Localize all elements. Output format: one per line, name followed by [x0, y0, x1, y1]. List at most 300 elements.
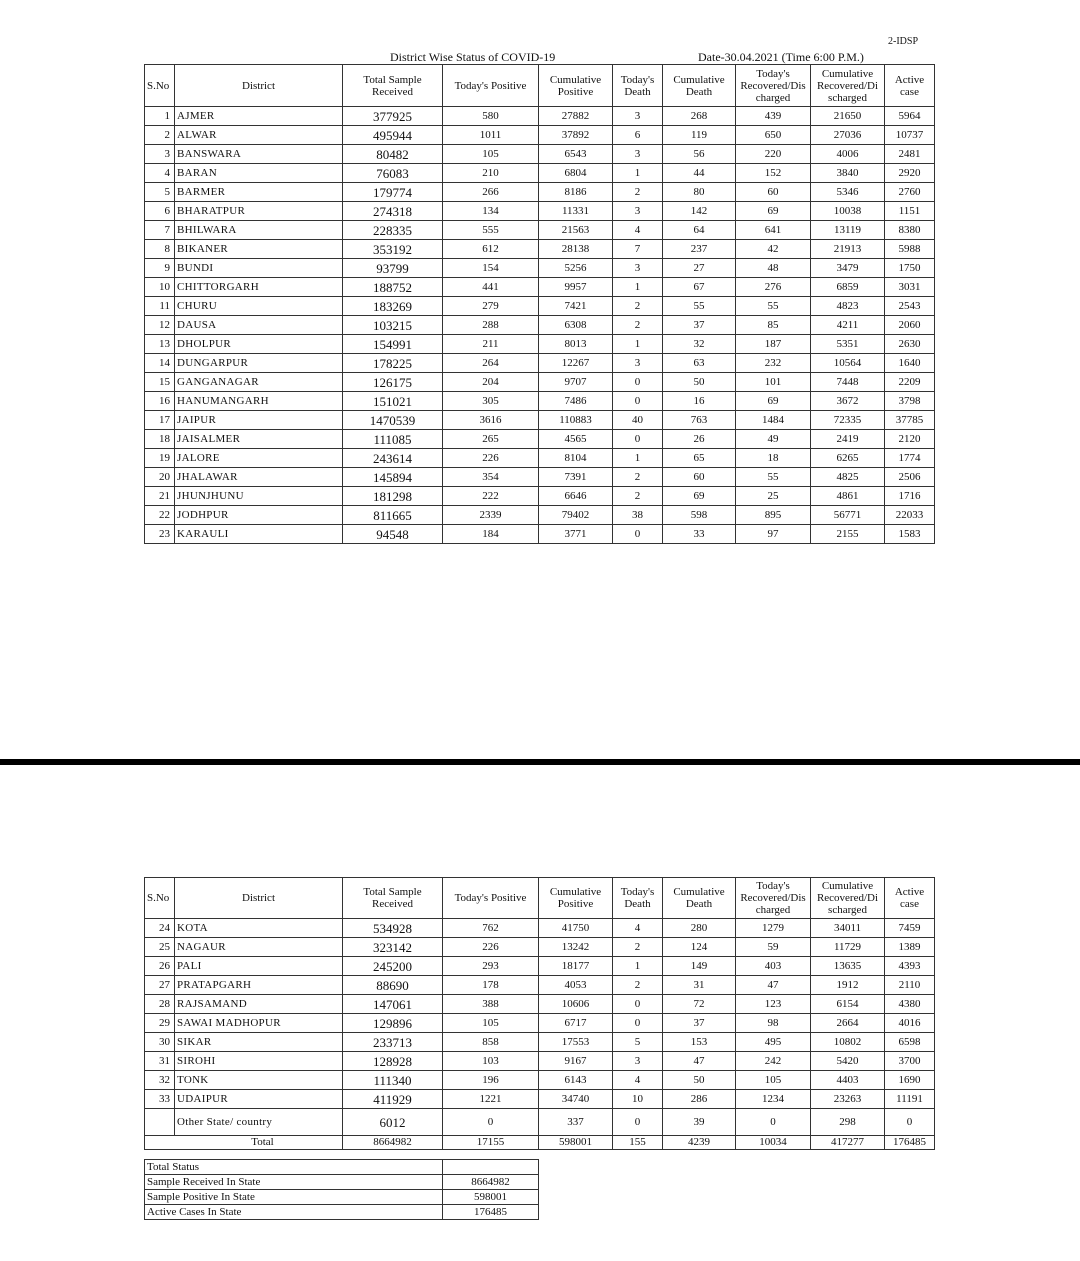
cell-sno: 8	[145, 240, 175, 259]
cell-cumulative-recovered: 4006	[811, 145, 885, 164]
cell-cumulative-recovered: 3672	[811, 392, 885, 411]
cell-cumulative-positive: 6143	[539, 1071, 613, 1090]
total-cumulative-recovered: 417277	[811, 1136, 885, 1150]
cell-district: BHILWARA	[175, 221, 343, 240]
cell-todays-recovered: 187	[736, 335, 811, 354]
total-cumulative-positive: 598001	[539, 1136, 613, 1150]
cell-cumulative-death: 65	[663, 449, 736, 468]
cell-total-sample: 94548	[343, 525, 443, 544]
cell-cumulative-positive: 5256	[539, 259, 613, 278]
cell-total-sample: 103215	[343, 316, 443, 335]
cell-todays-recovered: 98	[736, 1014, 811, 1033]
cell-cumulative-recovered: 10802	[811, 1033, 885, 1052]
table-row	[145, 487, 935, 506]
cell-total-sample: 181298	[343, 487, 443, 506]
cell-todays-death: 0	[613, 525, 663, 544]
cell-total-sample: 495944	[343, 126, 443, 145]
table-row	[145, 468, 935, 487]
cell-total-sample: 1470539	[343, 411, 443, 430]
cell-cumulative-positive: 6804	[539, 164, 613, 183]
cell-cumulative-death: 60	[663, 468, 736, 487]
cell-todays-positive: 226	[443, 449, 539, 468]
cell-cumulative-death: 149	[663, 957, 736, 976]
cell-todays-death: 7	[613, 240, 663, 259]
cell-district: DUNGARPUR	[175, 354, 343, 373]
cell-cumulative-recovered: 6859	[811, 278, 885, 297]
cell-total-sample: 151021	[343, 392, 443, 411]
cell-district: CHURU	[175, 297, 343, 316]
cell-todays-death: 1	[613, 278, 663, 297]
cell-district: JODHPUR	[175, 506, 343, 525]
status-label: Sample Positive In State	[145, 1190, 443, 1205]
cell-cumulative-death: 598	[663, 506, 736, 525]
cell-active-case: 37785	[885, 411, 935, 430]
total-todays-recovered: 10034	[736, 1136, 811, 1150]
cell-cumulative-positive: 6543	[539, 145, 613, 164]
table-row	[145, 449, 935, 468]
cell-sno: 14	[145, 354, 175, 373]
cell-todays-positive: 858	[443, 1033, 539, 1052]
cell-cumulative-death: 56	[663, 145, 736, 164]
cell-active-case: 6598	[885, 1033, 935, 1052]
status-value: 598001	[443, 1190, 539, 1205]
cell-total-sample: 145894	[343, 468, 443, 487]
cell-cumulative-positive: 11331	[539, 202, 613, 221]
cell-district: BUNDI	[175, 259, 343, 278]
col-cumulative-death: Cumulative Death	[663, 878, 736, 919]
cell-todays-death: 2	[613, 183, 663, 202]
cell-cumulative-death: 268	[663, 107, 736, 126]
cell-todays-death: 2	[613, 297, 663, 316]
cell-active-case: 1389	[885, 938, 935, 957]
cell-district: CHITTORGARH	[175, 278, 343, 297]
cell-total-sample: 179774	[343, 183, 443, 202]
col-district: District	[175, 878, 343, 919]
cell-total-sample: 93799	[343, 259, 443, 278]
report-date: Date-30.04.2021 (Time 6:00 P.M.)	[698, 50, 864, 64]
cell-sno: 11	[145, 297, 175, 316]
cell-todays-recovered: 25	[736, 487, 811, 506]
status-value: 176485	[443, 1205, 539, 1220]
cell-todays-positive: 279	[443, 297, 539, 316]
cell-cumulative-death: 39	[663, 1109, 736, 1136]
cell-active-case: 11191	[885, 1090, 935, 1109]
table-row	[145, 938, 935, 957]
cell-active-case: 1774	[885, 449, 935, 468]
table-row	[145, 107, 935, 126]
cell-cumulative-recovered: 5346	[811, 183, 885, 202]
cell-cumulative-recovered: 23263	[811, 1090, 885, 1109]
cell-sno: 28	[145, 995, 175, 1014]
cell-district: NAGAUR	[175, 938, 343, 957]
cell-active-case: 4016	[885, 1014, 935, 1033]
cell-total-sample: 811665	[343, 506, 443, 525]
cell-active-case: 4393	[885, 957, 935, 976]
cell-todays-recovered: 48	[736, 259, 811, 278]
cell-cumulative-positive: 337	[539, 1109, 613, 1136]
page-code: 2-IDSP	[888, 36, 919, 47]
cell-todays-recovered: 69	[736, 392, 811, 411]
total-status-table	[144, 1159, 539, 1220]
col-todays-recovered: Today's Recovered/Dis charged	[736, 65, 811, 107]
cell-cumulative-recovered: 7448	[811, 373, 885, 392]
table-row	[145, 335, 935, 354]
cell-todays-positive: 105	[443, 145, 539, 164]
cell-total-sample: 111340	[343, 1071, 443, 1090]
cell-cumulative-death: 286	[663, 1090, 736, 1109]
cell-total-sample: 88690	[343, 976, 443, 995]
cell-sno: 9	[145, 259, 175, 278]
table-header-row	[145, 878, 935, 919]
cell-cumulative-recovered: 3479	[811, 259, 885, 278]
cell-todays-recovered: 1279	[736, 919, 811, 938]
cell-cumulative-positive: 34740	[539, 1090, 613, 1109]
table-row	[145, 354, 935, 373]
cell-active-case: 2630	[885, 335, 935, 354]
table-row	[145, 411, 935, 430]
cell-cumulative-death: 80	[663, 183, 736, 202]
cell-total-sample: 183269	[343, 297, 443, 316]
cell-active-case: 2060	[885, 316, 935, 335]
cell-todays-death: 0	[613, 995, 663, 1014]
cell-todays-recovered: 232	[736, 354, 811, 373]
page-divider	[0, 759, 1080, 765]
col-sno: S.No	[145, 65, 175, 107]
cell-sno: 1	[145, 107, 175, 126]
cell-district: DHOLPUR	[175, 335, 343, 354]
cell-todays-death: 0	[613, 392, 663, 411]
cell-todays-positive: 134	[443, 202, 539, 221]
cell-district: JAIPUR	[175, 411, 343, 430]
cell-cumulative-death: 50	[663, 373, 736, 392]
col-todays-positive: Today's Positive	[443, 878, 539, 919]
status-label: Active Cases In State	[145, 1205, 443, 1220]
cell-district: BHARATPUR	[175, 202, 343, 221]
cell-cumulative-recovered: 4823	[811, 297, 885, 316]
cell-cumulative-recovered: 4403	[811, 1071, 885, 1090]
cell-district: TONK	[175, 1071, 343, 1090]
cell-cumulative-death: 27	[663, 259, 736, 278]
cell-cumulative-death: 763	[663, 411, 736, 430]
cell-active-case: 2920	[885, 164, 935, 183]
cell-cumulative-recovered: 6265	[811, 449, 885, 468]
cell-sno: 22	[145, 506, 175, 525]
cell-cumulative-death: 237	[663, 240, 736, 259]
cell-sno: 31	[145, 1052, 175, 1071]
district-status-table-part2	[144, 877, 935, 1150]
cell-todays-positive: 265	[443, 430, 539, 449]
col-cumulative-positive: Cumulative Positive	[539, 65, 613, 107]
cell-cumulative-positive: 4565	[539, 430, 613, 449]
cell-active-case: 8380	[885, 221, 935, 240]
cell-todays-recovered: 97	[736, 525, 811, 544]
cell-cumulative-death: 44	[663, 164, 736, 183]
cell-district: GANGANAGAR	[175, 373, 343, 392]
cell-todays-positive: 105	[443, 1014, 539, 1033]
cell-cumulative-recovered: 2155	[811, 525, 885, 544]
cell-cumulative-recovered: 4211	[811, 316, 885, 335]
cell-todays-death: 2	[613, 938, 663, 957]
cell-todays-recovered: 47	[736, 976, 811, 995]
cell-total-sample: 154991	[343, 335, 443, 354]
cell-todays-recovered: 439	[736, 107, 811, 126]
cell-todays-positive: 1011	[443, 126, 539, 145]
cell-cumulative-recovered: 4825	[811, 468, 885, 487]
cell-cumulative-death: 33	[663, 525, 736, 544]
cell-todays-death: 1	[613, 164, 663, 183]
cell-cumulative-death: 64	[663, 221, 736, 240]
cell-cumulative-death: 63	[663, 354, 736, 373]
cell-total-sample: 111085	[343, 430, 443, 449]
cell-total-sample: 76083	[343, 164, 443, 183]
cell-cumulative-positive: 18177	[539, 957, 613, 976]
cell-todays-death: 3	[613, 354, 663, 373]
cell-cumulative-positive: 6646	[539, 487, 613, 506]
col-active-case: Active case	[885, 65, 935, 107]
cell-active-case: 2481	[885, 145, 935, 164]
cell-district: Other State/ country	[175, 1109, 343, 1136]
cell-active-case: 5988	[885, 240, 935, 259]
cell-sno: 33	[145, 1090, 175, 1109]
cell-todays-positive: 2339	[443, 506, 539, 525]
cell-cumulative-death: 26	[663, 430, 736, 449]
cell-sno: 25	[145, 938, 175, 957]
cell-cumulative-recovered: 13635	[811, 957, 885, 976]
cell-total-sample: 126175	[343, 373, 443, 392]
cell-district: JHALAWAR	[175, 468, 343, 487]
table-row	[145, 525, 935, 544]
other-state-row	[145, 1109, 935, 1136]
cell-cumulative-recovered: 21650	[811, 107, 885, 126]
cell-total-sample: 129896	[343, 1014, 443, 1033]
cell-sno: 24	[145, 919, 175, 938]
cell-district: JAISALMER	[175, 430, 343, 449]
table-row	[145, 316, 935, 335]
cell-cumulative-recovered: 34011	[811, 919, 885, 938]
cell-sno: 21	[145, 487, 175, 506]
col-cumulative-recovered: Cumulative Recovered/Di scharged	[811, 65, 885, 107]
cell-todays-death: 2	[613, 468, 663, 487]
cell-active-case: 2543	[885, 297, 935, 316]
cell-cumulative-recovered: 2419	[811, 430, 885, 449]
cell-todays-death: 2	[613, 487, 663, 506]
cell-cumulative-death: 153	[663, 1033, 736, 1052]
cell-todays-recovered: 105	[736, 1071, 811, 1090]
cell-todays-death: 0	[613, 430, 663, 449]
cell-cumulative-death: 31	[663, 976, 736, 995]
col-todays-death: Today's Death	[613, 878, 663, 919]
cell-todays-death: 1	[613, 335, 663, 354]
cell-todays-death: 3	[613, 145, 663, 164]
cell-sno: 23	[145, 525, 175, 544]
cell-todays-recovered: 495	[736, 1033, 811, 1052]
cell-todays-recovered: 69	[736, 202, 811, 221]
cell-active-case: 2209	[885, 373, 935, 392]
cell-todays-recovered: 641	[736, 221, 811, 240]
cell-district: BARAN	[175, 164, 343, 183]
cell-cumulative-recovered: 27036	[811, 126, 885, 145]
cell-cumulative-recovered: 5351	[811, 335, 885, 354]
cell-cumulative-positive: 27882	[539, 107, 613, 126]
total-row	[145, 1136, 935, 1150]
cell-cumulative-positive: 7486	[539, 392, 613, 411]
cell-total-sample: 411929	[343, 1090, 443, 1109]
cell-todays-positive: 288	[443, 316, 539, 335]
cell-district: SAWAI MADHOPUR	[175, 1014, 343, 1033]
cell-todays-positive: 762	[443, 919, 539, 938]
total-todays-death: 155	[613, 1136, 663, 1150]
cell-sno: 5	[145, 183, 175, 202]
cell-todays-recovered: 276	[736, 278, 811, 297]
table-row	[145, 164, 935, 183]
cell-total-sample: 534928	[343, 919, 443, 938]
cell-total-sample: 245200	[343, 957, 443, 976]
cell-cumulative-death: 67	[663, 278, 736, 297]
cell-cumulative-positive: 28138	[539, 240, 613, 259]
cell-todays-positive: 293	[443, 957, 539, 976]
cell-cumulative-death: 50	[663, 1071, 736, 1090]
table-row	[145, 240, 935, 259]
cell-cumulative-death: 72	[663, 995, 736, 1014]
cell-cumulative-death: 37	[663, 1014, 736, 1033]
cell-todays-positive: 196	[443, 1071, 539, 1090]
cell-sno: 15	[145, 373, 175, 392]
status-title: Total Status	[145, 1160, 443, 1175]
cell-active-case: 4380	[885, 995, 935, 1014]
cell-cumulative-positive: 8013	[539, 335, 613, 354]
cell-todays-recovered: 101	[736, 373, 811, 392]
cell-todays-positive: 184	[443, 525, 539, 544]
table-row	[145, 976, 935, 995]
cell-cumulative-positive: 37892	[539, 126, 613, 145]
cell-todays-recovered: 42	[736, 240, 811, 259]
cell-todays-recovered: 650	[736, 126, 811, 145]
cell-total-sample: 128928	[343, 1052, 443, 1071]
cell-todays-death: 4	[613, 221, 663, 240]
cell-cumulative-positive: 41750	[539, 919, 613, 938]
cell-cumulative-death: 55	[663, 297, 736, 316]
cell-sno: 12	[145, 316, 175, 335]
cell-sno: 29	[145, 1014, 175, 1033]
cell-total-sample: 243614	[343, 449, 443, 468]
cell-sno: 17	[145, 411, 175, 430]
col-district: District	[175, 65, 343, 107]
cell-todays-positive: 211	[443, 335, 539, 354]
cell-todays-death: 1	[613, 449, 663, 468]
cell-active-case: 1690	[885, 1071, 935, 1090]
cell-todays-recovered: 49	[736, 430, 811, 449]
table-row	[145, 259, 935, 278]
cell-district: SIROHI	[175, 1052, 343, 1071]
cell-cumulative-death: 37	[663, 316, 736, 335]
cell-todays-recovered: 403	[736, 957, 811, 976]
cell-todays-recovered: 55	[736, 297, 811, 316]
cell-todays-recovered: 59	[736, 938, 811, 957]
cell-sno: 13	[145, 335, 175, 354]
cell-sno: 10	[145, 278, 175, 297]
cell-todays-recovered: 18	[736, 449, 811, 468]
cell-todays-positive: 354	[443, 468, 539, 487]
cell-cumulative-recovered: 10564	[811, 354, 885, 373]
cell-sno	[145, 1109, 175, 1136]
cell-active-case: 2110	[885, 976, 935, 995]
col-active-case: Active case	[885, 878, 935, 919]
cell-todays-positive: 210	[443, 164, 539, 183]
cell-todays-positive: 612	[443, 240, 539, 259]
total-sample: 8664982	[343, 1136, 443, 1150]
cell-cumulative-recovered: 21913	[811, 240, 885, 259]
cell-active-case: 1640	[885, 354, 935, 373]
status-label: Sample Received In State	[145, 1175, 443, 1190]
cell-sno: 7	[145, 221, 175, 240]
col-cumulative-positive: Cumulative Positive	[539, 878, 613, 919]
cell-active-case: 3700	[885, 1052, 935, 1071]
table-row	[145, 1071, 935, 1090]
cell-todays-recovered: 123	[736, 995, 811, 1014]
cell-total-sample: 147061	[343, 995, 443, 1014]
cell-todays-recovered: 0	[736, 1109, 811, 1136]
table-row	[145, 957, 935, 976]
cell-cumulative-positive: 13242	[539, 938, 613, 957]
cell-todays-recovered: 85	[736, 316, 811, 335]
cell-active-case: 1151	[885, 202, 935, 221]
cell-todays-death: 2	[613, 316, 663, 335]
col-cumulative-recovered: Cumulative Recovered/Di scharged	[811, 878, 885, 919]
table-row	[145, 919, 935, 938]
table-row	[145, 297, 935, 316]
cell-todays-death: 6	[613, 126, 663, 145]
cell-cumulative-death: 142	[663, 202, 736, 221]
cell-sno: 27	[145, 976, 175, 995]
cell-total-sample: 188752	[343, 278, 443, 297]
cell-todays-death: 4	[613, 1071, 663, 1090]
cell-sno: 2	[145, 126, 175, 145]
cell-todays-death: 40	[613, 411, 663, 430]
cell-district: KOTA	[175, 919, 343, 938]
total-label: Total	[145, 1136, 343, 1150]
col-total-sample: Total Sample Received	[343, 878, 443, 919]
cell-todays-positive: 178	[443, 976, 539, 995]
cell-sno: 26	[145, 957, 175, 976]
cell-active-case: 5964	[885, 107, 935, 126]
cell-active-case: 7459	[885, 919, 935, 938]
cell-sno: 6	[145, 202, 175, 221]
cell-total-sample: 353192	[343, 240, 443, 259]
cell-district: AJMER	[175, 107, 343, 126]
cell-active-case: 3798	[885, 392, 935, 411]
table-row	[145, 1090, 935, 1109]
cell-district: SIKAR	[175, 1033, 343, 1052]
cell-active-case: 1583	[885, 525, 935, 544]
cell-cumulative-positive: 10606	[539, 995, 613, 1014]
cell-todays-positive: 580	[443, 107, 539, 126]
cell-cumulative-positive: 12267	[539, 354, 613, 373]
cell-total-sample: 178225	[343, 354, 443, 373]
cell-total-sample: 323142	[343, 938, 443, 957]
cell-cumulative-death: 32	[663, 335, 736, 354]
cell-todays-death: 0	[613, 1014, 663, 1033]
cell-todays-death: 0	[613, 1109, 663, 1136]
cell-total-sample: 377925	[343, 107, 443, 126]
cell-cumulative-positive: 4053	[539, 976, 613, 995]
cell-todays-positive: 264	[443, 354, 539, 373]
table-row	[145, 1052, 935, 1071]
total-todays-positive: 17155	[443, 1136, 539, 1150]
col-cumulative-death: Cumulative Death	[663, 65, 736, 107]
cell-cumulative-recovered: 5420	[811, 1052, 885, 1071]
cell-district: BARMER	[175, 183, 343, 202]
table-header-row	[145, 65, 935, 107]
